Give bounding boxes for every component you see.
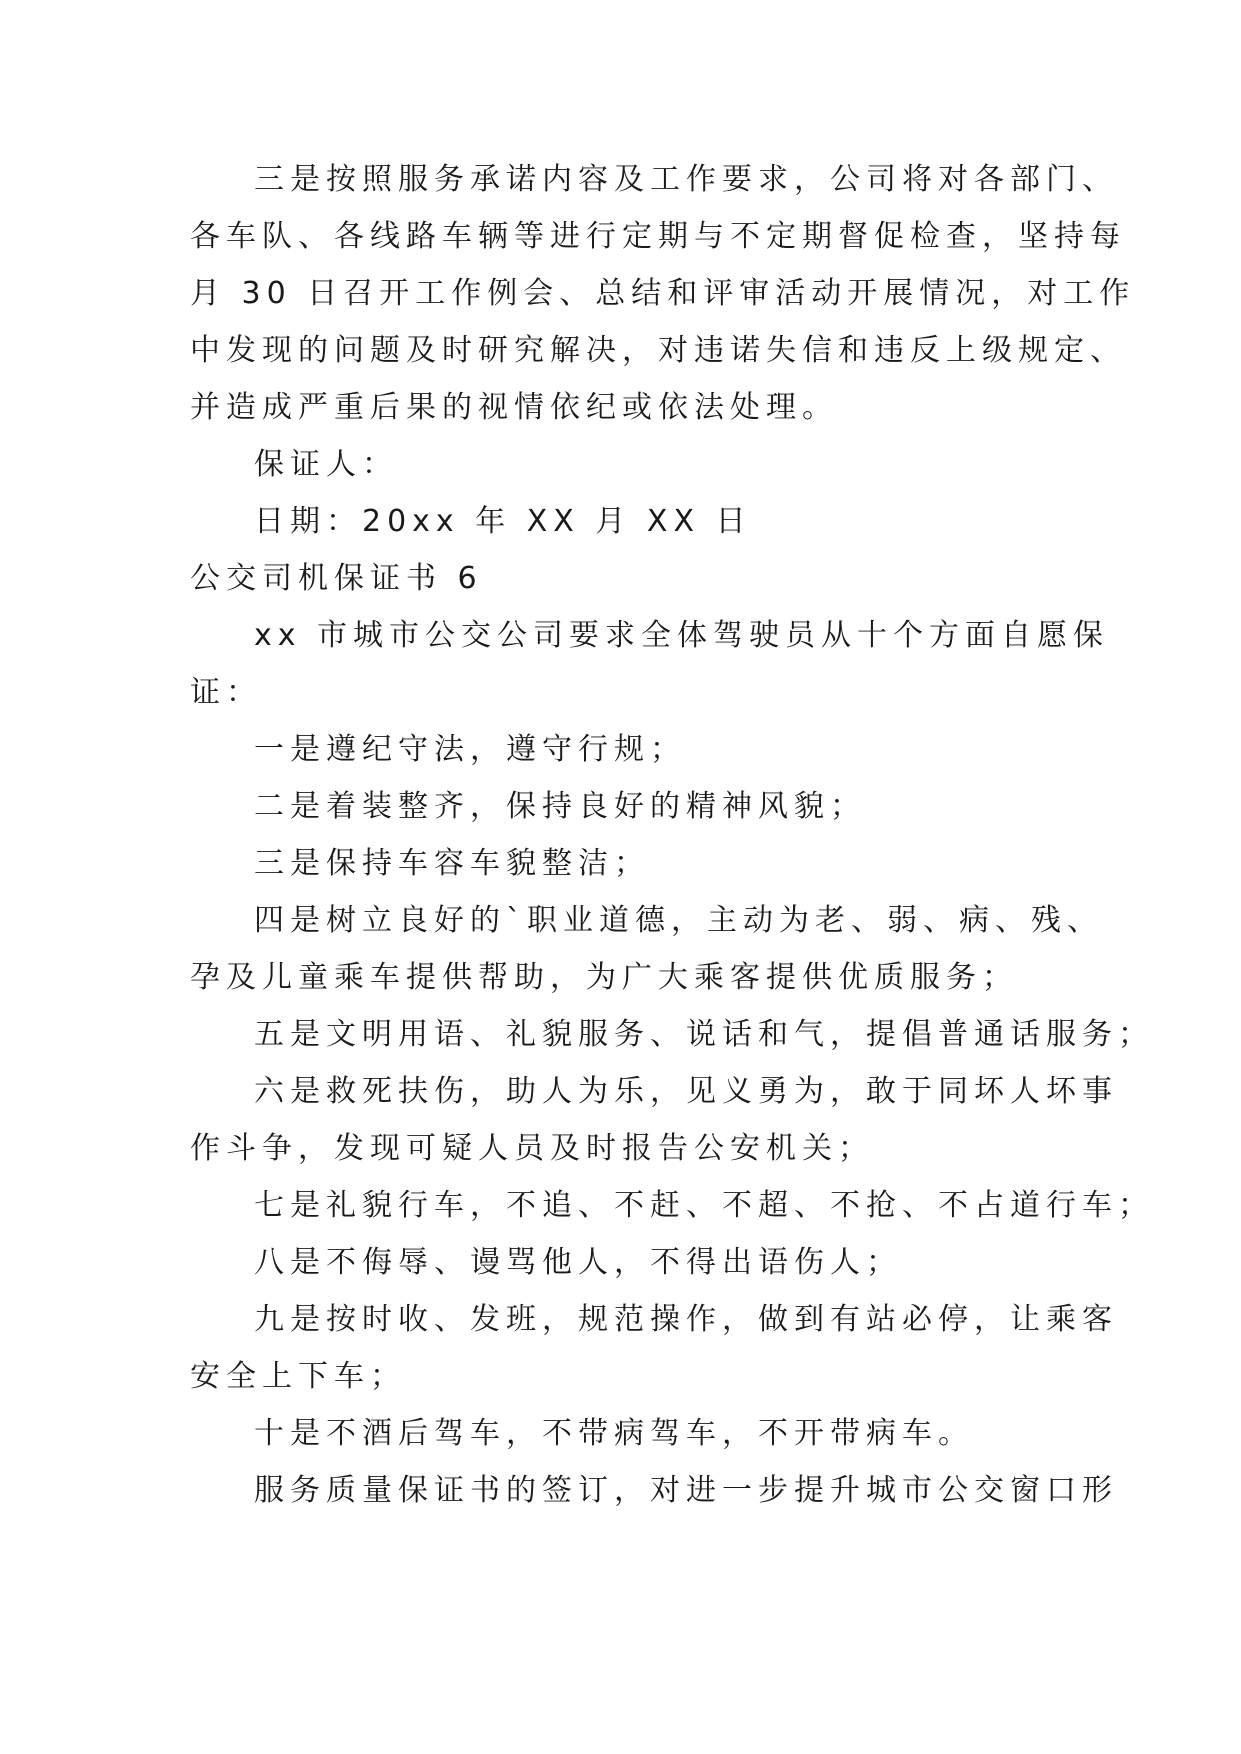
list-item: 五是文明用语、礼貌服务、说话和气，提倡普通话服务； — [254, 1017, 1154, 1052]
list-item: 孕及儿童乘车提供帮助，为广大乘客提供优质服务； — [190, 960, 1018, 995]
list-item: 三是保持车容车貌整洁； — [254, 846, 650, 881]
list-item: 二是着装整齐，保持良好的精神风貌； — [254, 789, 866, 824]
list-item: 四是树立良好的`职业道德，主动为老、弱、病、残、 — [254, 903, 1103, 938]
paragraph-line: 证： — [190, 675, 262, 710]
list-item: 十是不酒后驾车，不带病驾车，不开带病车。 — [254, 1416, 974, 1451]
paragraph-line: 服务质量保证书的签订，对进一步提升城市公交窗口形 — [254, 1473, 1118, 1508]
paragraph-line: 月 30 日召开工作例会、总结和评审活动开展情况，对工作 — [190, 276, 1136, 311]
list-item: 作斗争，发现可疑人员及时报告公安机关； — [190, 1131, 874, 1166]
list-item: 安全上下车； — [190, 1359, 406, 1394]
list-item: 九是按时收、发班，规范操作，做到有站必停，让乘客 — [254, 1302, 1118, 1337]
section-heading: 公交司机保证书 6 — [190, 561, 483, 596]
paragraph-line: 各车队、各线路车辆等进行定期与不定期督促检查，坚持每 — [190, 219, 1126, 254]
list-item: 七是礼貌行车，不追、不赶、不超、不抢、不占道行车； — [254, 1188, 1154, 1223]
paragraph-line: xx 市城市公交公司要求全体驾驶员从十个方面自愿保 — [254, 618, 1110, 653]
paragraph-line: 中发现的问题及时研究解决，对违诺失信和违反上级规定、 — [190, 333, 1126, 368]
list-item: 一是遵纪守法，遵守行规； — [254, 732, 686, 767]
paragraph-line: 三是按照服务承诺内容及工作要求，公司将对各部门、 — [254, 162, 1118, 197]
guarantor-label: 保证人： — [254, 447, 398, 482]
list-item: 八是不侮辱、谩骂他人，不得出语伤人； — [254, 1245, 902, 1280]
date-line: 日期：20xx 年 XX 月 XX 日 — [254, 504, 752, 539]
list-item: 六是救死扶伤，助人为乐，见义勇为，敢于同坏人坏事 — [254, 1074, 1118, 1109]
paragraph-line: 并造成严重后果的视情依纪或依法处理。 — [190, 390, 838, 425]
